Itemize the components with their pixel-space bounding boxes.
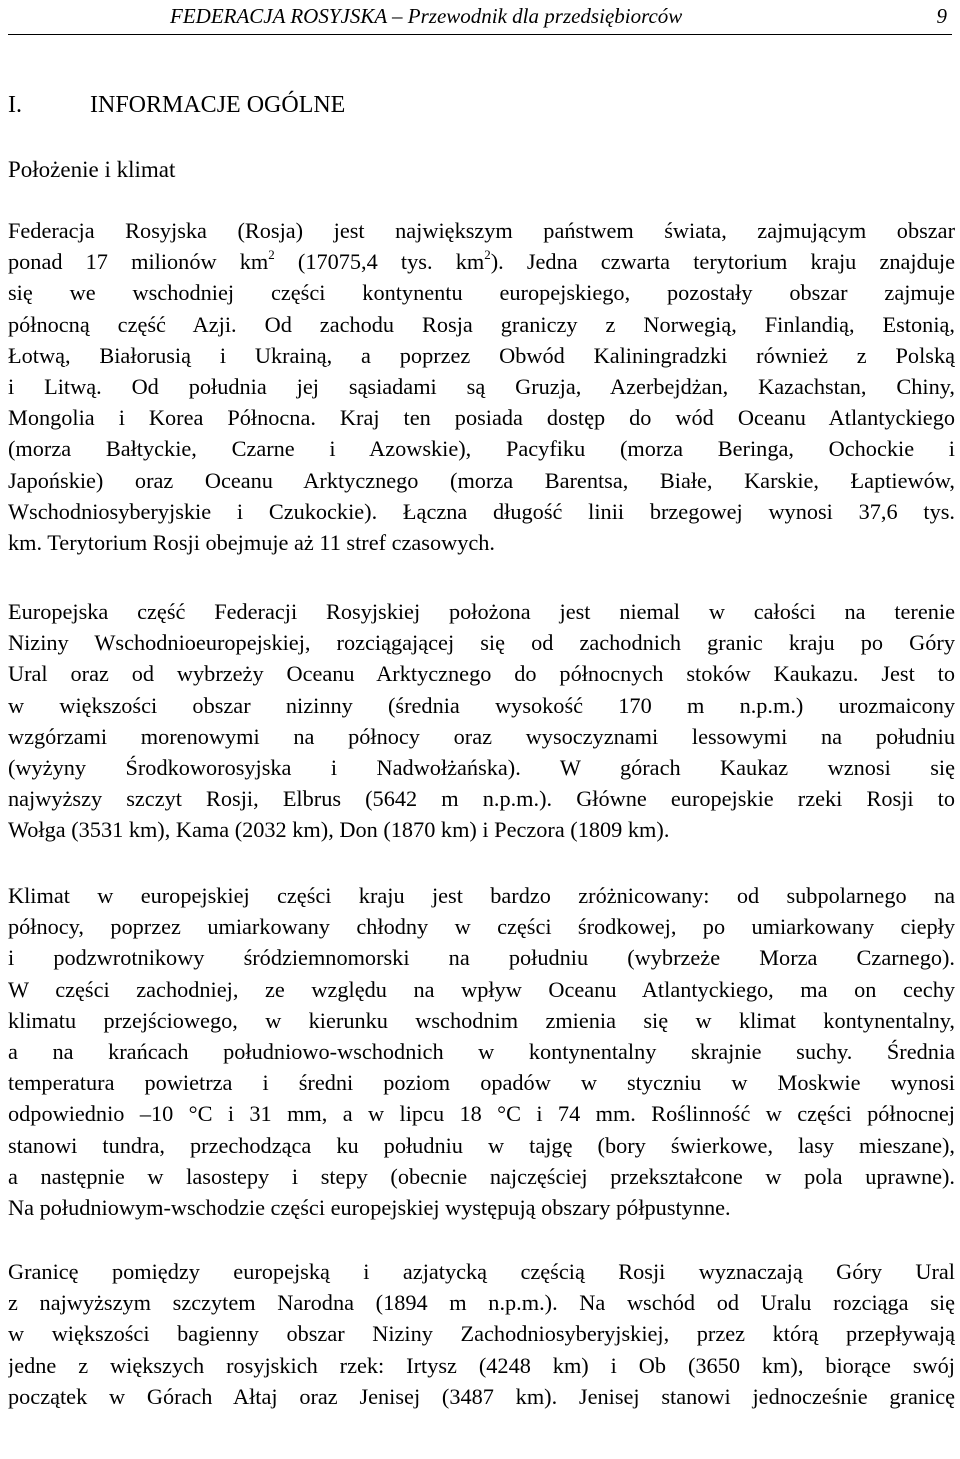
text-line: (morza Bałtyckie, Czarne i Azowskie), Pacyfiku (morza Beringa, Ochockie i <box>8 436 955 462</box>
text-line: wzgórzami morenowymi na północy oraz wysoczyznami lessowymi na południu <box>8 723 955 749</box>
text-line: (wyżyny Środkoworosyjska i Nadwołżańska). W górach Kaukaz wznosi się <box>8 754 955 780</box>
page-number: 9 <box>936 4 947 28</box>
text-line: stanowi tundra, przechodząca ku południu w tajgę (bory świerkowe, lasy mieszane), <box>8 1132 955 1158</box>
text-line: się we wschodniej części kontynentu europejskiego, pozostały obszar zajmuje <box>8 280 955 306</box>
chapter-title: INFORMACJE OGÓLNE <box>90 92 346 118</box>
text-fragment: (17075,4 tys. km <box>274 249 485 275</box>
text-line: z najwyższym szczytem Narodna (1894 m n.p.m.). Na wschód od Uralu rozciąga się <box>8 1290 955 1316</box>
text-fragment: ). Jedna czwarta terytorium kraju znajduje <box>490 249 955 275</box>
text-line: W części zachodniej, ze względu na wpływ Oceanu Atlantyckiego, ma on cechy <box>8 976 955 1002</box>
text-line: Europejska część Federacji Rosyjskiej położona jest niemal w całości na terenie <box>8 599 955 624</box>
text-line: początek w Górach Ałtaj oraz Jenisej (3487 km). Jenisej stanowi jednocześnie granicę <box>8 1383 955 1409</box>
header-title: FEDERACJA ROSYJSKA – Przewodnik dla przedsiębiorców <box>170 4 683 28</box>
running-header <box>8 0 952 35</box>
text-line: jedne z większych rosyjskich rzek: Irtysz (4248 km) i Ob (3650 km), biorące swój <box>8 1352 955 1378</box>
text-line: odpowiednio –10 °C i 31 mm, a w lipcu 18 °C i 74 mm. Roślinność w części północnej <box>8 1101 955 1127</box>
text-line: a na krańcach południowo-wschodnich w kontynentalny skrajnie suchy. Średnia <box>8 1038 955 1064</box>
text-line: Wołga (3531 km), Kama (2032 km), Don (1870 km) i Peczora (1809 km). <box>8 817 670 843</box>
text-line: klimatu przejściowego, w kierunku wschodnim zmienia się w klimat kontynentalny, <box>8 1007 955 1033</box>
text-line: w większości bagienny obszar Niziny Zachodniosyberyjskiej, przez którą przepływają <box>8 1321 955 1347</box>
text-line <box>8 246 955 277</box>
text-line: najwyższy szczyt Rosji, Elbrus (5642 m n.p.m.). Główne europejskie rzeki Rosji to <box>8 786 955 812</box>
text-line: Niziny Wschodnioeuropejskiej, rozciągającej się od zachodnich granic kraju po Góry <box>8 630 955 656</box>
paragraph-climate <box>8 880 955 1223</box>
text-line: w większości obszar nizinny (średnia wysokość 170 m n.p.m.) urozmaicony <box>8 692 955 718</box>
text-line: północną część Azji. Od zachodu Rosja graniczy z Norwegią, Finlandią, Estonią, <box>8 311 955 337</box>
text-line: Granicę pomiędzy europejską i azjatycką częścią Rosji wyznaczają Góry Ural <box>8 1259 955 1284</box>
text-line: a następnie w lasostepy i stepy (obecnie najczęściej przekształcone w pola uprawne). <box>8 1163 955 1189</box>
paragraph-european-part <box>8 596 955 846</box>
text-line: Łotwą, Białorusią i Ukrainą, a poprzez Obwód Kaliningradzki również z Polską <box>8 342 955 368</box>
text-line: północy, poprzez umiarkowany chłodny w części środkowej, po umiarkowany ciepły <box>8 914 955 940</box>
chapter-number: I. <box>8 92 22 118</box>
text-line: temperatura powietrza i średni poziom opadów w styczniu w Moskwie wynosi <box>8 1070 955 1096</box>
text-line: Federacja Rosyjska (Rosja) jest największym państwem świata, zajmującym obszar <box>8 218 955 243</box>
paragraph-location <box>8 215 955 558</box>
section-heading: Położenie i klimat <box>8 157 176 182</box>
superscript: 2 <box>484 246 491 262</box>
text-line: i podzwrotnikowy śródziemnomorski na południu (wybrzeże Morza Czarnego). <box>8 945 955 971</box>
superscript: 2 <box>268 246 275 262</box>
text-line: km. Terytorium Rosji obejmuje aż 11 stref czasowych. <box>8 529 495 555</box>
paragraph-ural-border <box>8 1256 955 1412</box>
text-line: Mongolia i Korea Północna. Kraj ten posiada dostęp do wód Oceanu Atlantyckiego <box>8 405 955 431</box>
text-line: i Litwą. Od południa jej sąsiadami są Gruzja, Azerbejdżan, Kazachstan, Chiny, <box>8 373 955 399</box>
text-line: Ural oraz od wybrzeży Oceanu Arktycznego do północnych stoków Kaukazu. Jest to <box>8 661 955 687</box>
text-line: Wschodniosyberyjskie i Czukockie). Łączna długość linii brzegowej wynosi 37,6 tys. <box>8 498 955 524</box>
text-line: Na południowym-wschodzie części europejskiej występują obszary półpustynne. <box>8 1194 731 1220</box>
text-line: Japońskie) oraz Oceanu Arktycznego (morza Barentsa, Białe, Karskie, Łaptiewów, <box>8 467 955 493</box>
text-line: Klimat w europejskiej części kraju jest bardzo zróżnicowany: od subpolarnego na <box>8 883 955 908</box>
chapter-heading <box>8 88 345 122</box>
text-fragment: ponad 17 milionów km <box>8 249 269 275</box>
